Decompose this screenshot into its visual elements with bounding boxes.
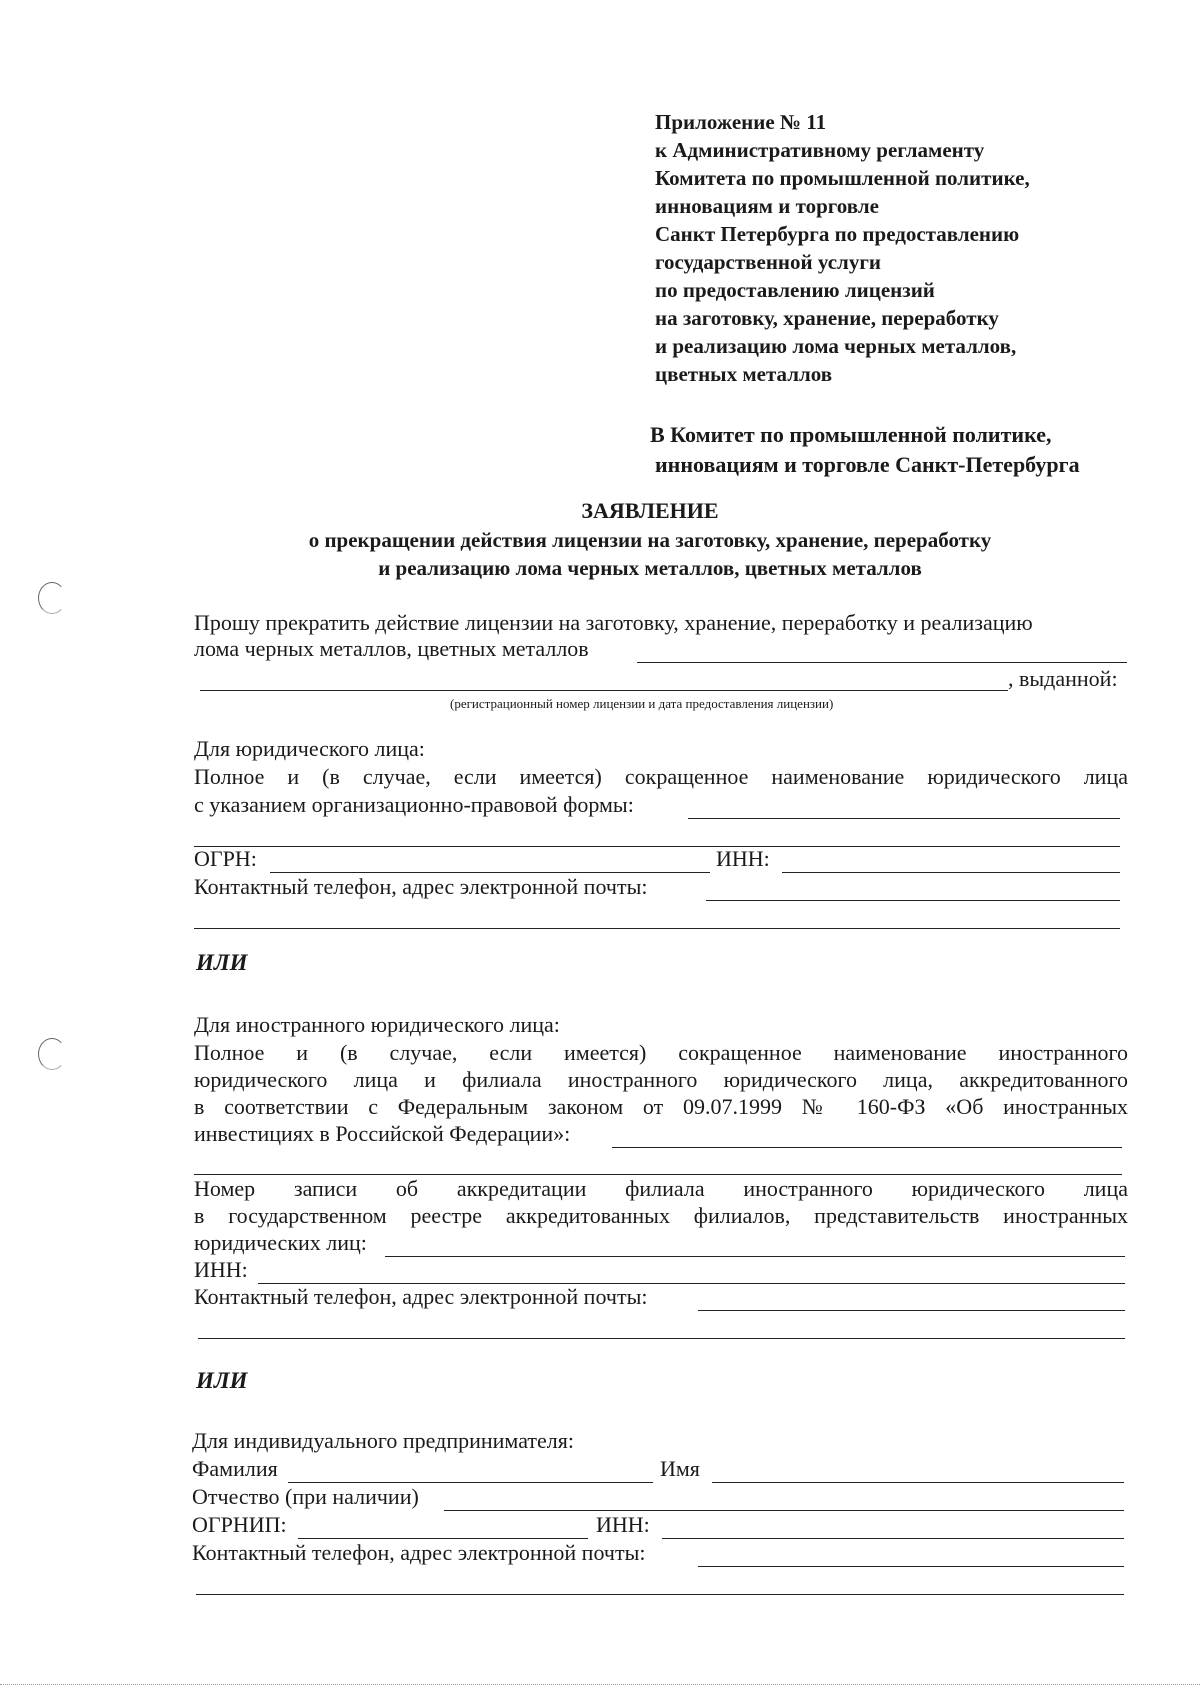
entrepreneur-contact-field-line[interactable] — [698, 1566, 1124, 1567]
addressee-line: В Комитет по промышленной политике, — [650, 422, 1052, 447]
appendix-line: на заготовку, хранение, переработку — [655, 306, 999, 330]
scan-edge-divider — [0, 1684, 1200, 1685]
patronymic-field-line[interactable] — [444, 1510, 1124, 1511]
contact-field-line[interactable] — [706, 900, 1120, 901]
document-title: ЗАЯВЛЕНИЕ — [581, 498, 719, 523]
contact-label: Контактный телефон, адрес электронной почты: — [194, 874, 648, 899]
license-number-field-line[interactable] — [200, 690, 1008, 691]
foreign-entity-heading: Для иностранного юридического лица: — [194, 1012, 560, 1037]
first-name-label: Имя — [660, 1456, 700, 1481]
foreign-entity-name-field-line[interactable] — [612, 1147, 1122, 1148]
foreign-entity-name-label: в соответствии с Федеральным законом от 09.07.1999 № 160-ФЗ «Об иностранных — [194, 1094, 1128, 1119]
foreign-entity-name-label: инвестициях в Российской Федерации»: — [194, 1121, 571, 1146]
punch-hole-mark — [38, 1038, 66, 1070]
entrepreneur-contact-label: Контактный телефон, адрес электронной почты: — [192, 1540, 646, 1565]
entrepreneur-contact-field-line[interactable] — [196, 1594, 1124, 1595]
foreign-entity-name-label: Полное и (в случае, если имеется) сокращенное наименование иностранного — [194, 1040, 1128, 1065]
foreign-entity-name-label: юридического лица и филиала иностранного юридического лица, аккредитованного — [194, 1067, 1128, 1092]
ogrn-label: ОГРН: — [194, 846, 257, 871]
addressee-line: инновациям и торговле Санкт-Петербурга — [655, 452, 1080, 477]
appendix-line: государственной услуги — [655, 250, 881, 274]
issued-label: , выданной: — [1008, 666, 1118, 691]
legal-entity-name-label: с указанием организационно-правовой формы: — [194, 792, 634, 817]
contact-field-line[interactable] — [194, 928, 1120, 929]
entrepreneur-inn-field-line[interactable] — [662, 1538, 1124, 1539]
inn-field-line[interactable] — [782, 872, 1120, 873]
ogrnip-field-line[interactable] — [298, 1538, 588, 1539]
appendix-line: Приложение № 11 — [655, 110, 827, 134]
appendix-line: инновациям и торговле — [655, 194, 879, 218]
legal-entity-name-field-line[interactable] — [688, 818, 1120, 819]
punch-hole-mark — [38, 582, 66, 614]
document-subtitle-line: о прекращении действия лицензии на заготовку, хранение, переработку — [308, 528, 992, 552]
or-separator: ИЛИ — [196, 950, 248, 975]
first-name-field-line[interactable] — [712, 1482, 1124, 1483]
foreign-contact-label: Контактный телефон, адрес электронной почты: — [194, 1284, 648, 1309]
accreditation-record-label: в государственном реестре аккредитованных филиалов, представительств иностранных — [194, 1203, 1128, 1228]
request-text: Прошу прекратить действие лицензии на заготовку, хранение, переработку и реализацию — [194, 610, 1033, 635]
appendix-line: по предоставлению лицензий — [655, 278, 935, 302]
document-subtitle-line: и реализацию лома черных металлов, цветных металлов — [378, 556, 922, 580]
appendix-line: Санкт Петербурга по предоставлению — [655, 222, 1020, 246]
accreditation-record-label: юридических лиц: — [194, 1230, 367, 1255]
appendix-line: цветных металлов — [655, 362, 833, 386]
foreign-inn-label: ИНН: — [194, 1257, 248, 1282]
legal-entity-name-field-line[interactable] — [194, 846, 1120, 847]
request-text: лома черных металлов, цветных металлов — [194, 636, 589, 661]
license-field-line[interactable] — [637, 662, 1127, 663]
entrepreneur-inn-label: ИНН: — [596, 1512, 650, 1537]
inn-label: ИНН: — [716, 846, 770, 871]
foreign-contact-field-line[interactable] — [698, 1310, 1125, 1311]
foreign-entity-name-field-line[interactable] — [194, 1174, 1122, 1175]
accreditation-record-field-line[interactable] — [385, 1256, 1125, 1257]
patronymic-label: Отчество (при наличии) — [192, 1484, 419, 1509]
ogrn-field-line[interactable] — [270, 872, 710, 873]
appendix-line: и реализацию лома черных металлов, — [655, 334, 1017, 358]
surname-field-line[interactable] — [288, 1482, 653, 1483]
appendix-block — [655, 108, 1030, 388]
legal-entity-heading: Для юридического лица: — [194, 736, 425, 761]
addressee-block — [650, 420, 1080, 480]
license-field-caption: (регистрационный номер лицензии и дата предоставления лицензии) — [450, 696, 834, 711]
surname-label: Фамилия — [192, 1456, 278, 1481]
accreditation-record-label: Номер записи об аккредитации филиала иностранного юридического лица — [194, 1176, 1128, 1201]
entrepreneur-heading: Для индивидуального предпринимателя: — [192, 1428, 574, 1453]
appendix-line: к Административному регламенту — [655, 138, 985, 162]
ogrnip-label: ОГРНИП: — [192, 1512, 287, 1537]
appendix-line: Комитета по промышленной политике, — [655, 166, 1030, 190]
legal-entity-name-label: Полное и (в случае, если имеется) сокращенное наименование юридического лица — [194, 764, 1128, 789]
foreign-contact-field-line[interactable] — [198, 1338, 1125, 1339]
or-separator: ИЛИ — [196, 1368, 248, 1393]
